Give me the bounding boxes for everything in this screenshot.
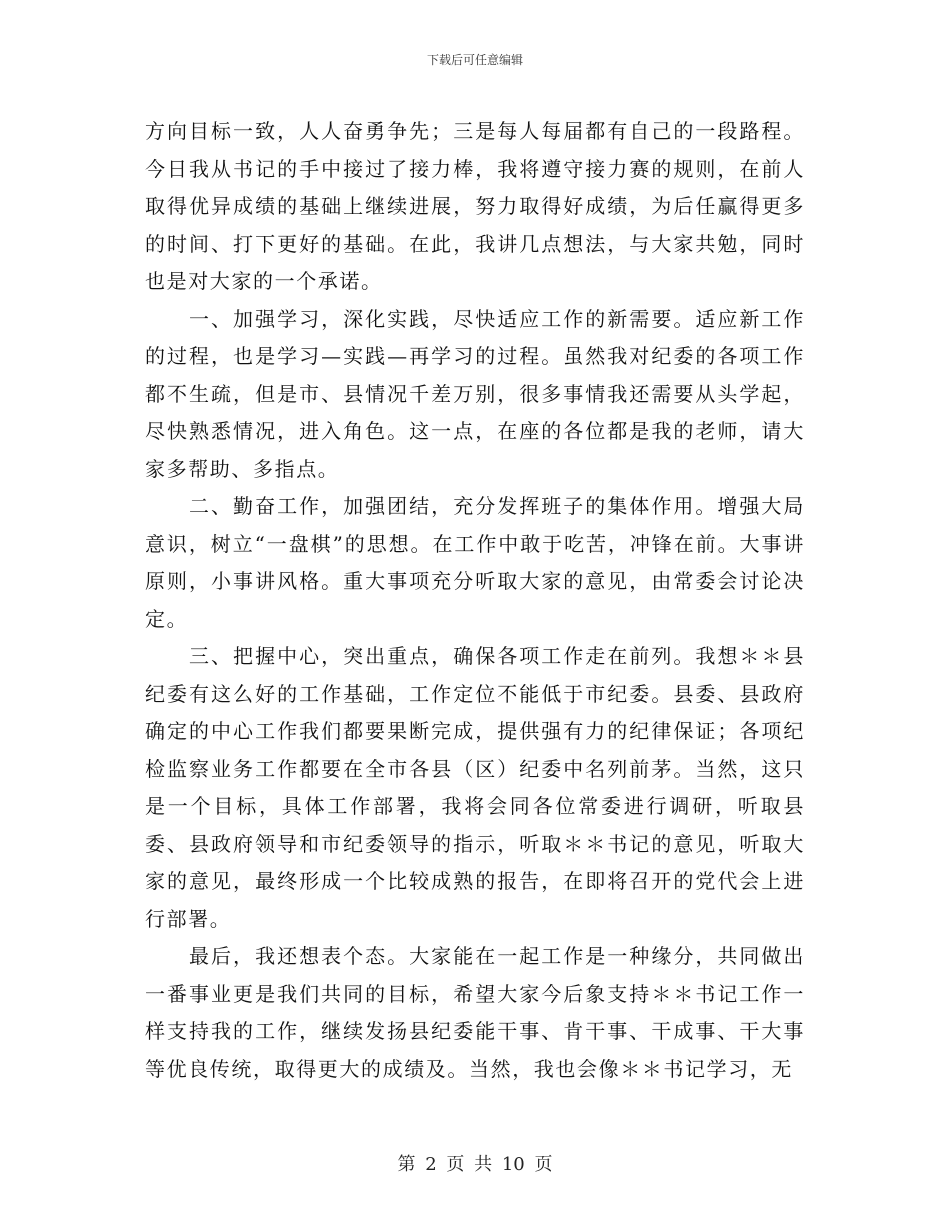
paragraph-5: 最后，我还想表个态。大家能在一起工作是一种缘分，共同做出一番事业更是我们共同的目标，希望大家今后象支持＊＊书记工作一样支持我的工作，继续发扬县纪委能干事、肯干事、干成事、干大事等优良传统，取得更大的成绩及。当然，我也会像＊＊书记学习，无 [145, 944, 805, 1081]
paragraph-1: 方向目标一致，人人奋勇争先；三是每人每届都有自己的一段路程。今日我从书记的手中接过了接力棒，我将遵守接力赛的规则，在前人取得优异成绩的基础上继续进展，努力取得好成绩，为后任赢得更多的时间、打下更好的基础。在此，我讲几点想法，与大家共勉，同时也是对大家的一个承诺。 [145, 119, 805, 293]
paragraph-4: 三、把握中心，突出重点，确保各项工作走在前列。我想＊＊县纪委有这么好的工作基础，工作定位不能低于市纪委。县委、县政府确定的中心工作我们都要果断完成，提供强有力的纪律保证；各项纪检监察业务工作都要在全市各县（区）纪委中名列前茅。当然，这只是一个目标，具体工作部署，我将会同各位常委进行调研，听取县委、县政府领导和市纪委领导的指示，听取＊＊书记的意见，听取大家的意见，最终形成一个比较成熟的报告，在即将召开的党代会上进行部署。 [145, 644, 805, 931]
paragraph-2: 一、加强学习，深化实践，尽快适应工作的新需要。适应新工作的过程，也是学习—实践—再学习的过程。虽然我对纪委的各项工作都不生疏，但是市、县情况千差万别，很多事情我还需要从头学起，尽快熟悉情况，进入角色。这一点，在座的各位都是我的老师，请大家多帮助、多指点。 [145, 306, 805, 481]
document-body [145, 113, 805, 1088]
paragraph-3: 二、勤奋工作，加强团结，充分发挥班子的集体作用。增强大局意识，树立“一盘棋”的思想。在工作中敢于吃苦，冲锋在前。大事讲原则，小事讲风格。重大事项充分听取大家的意见，由常委会讨论决定。 [145, 494, 805, 631]
page-header: 下载后可任意编辑 [426, 53, 523, 67]
page-number: 第 2 页 共 10 页 [397, 1154, 553, 1175]
